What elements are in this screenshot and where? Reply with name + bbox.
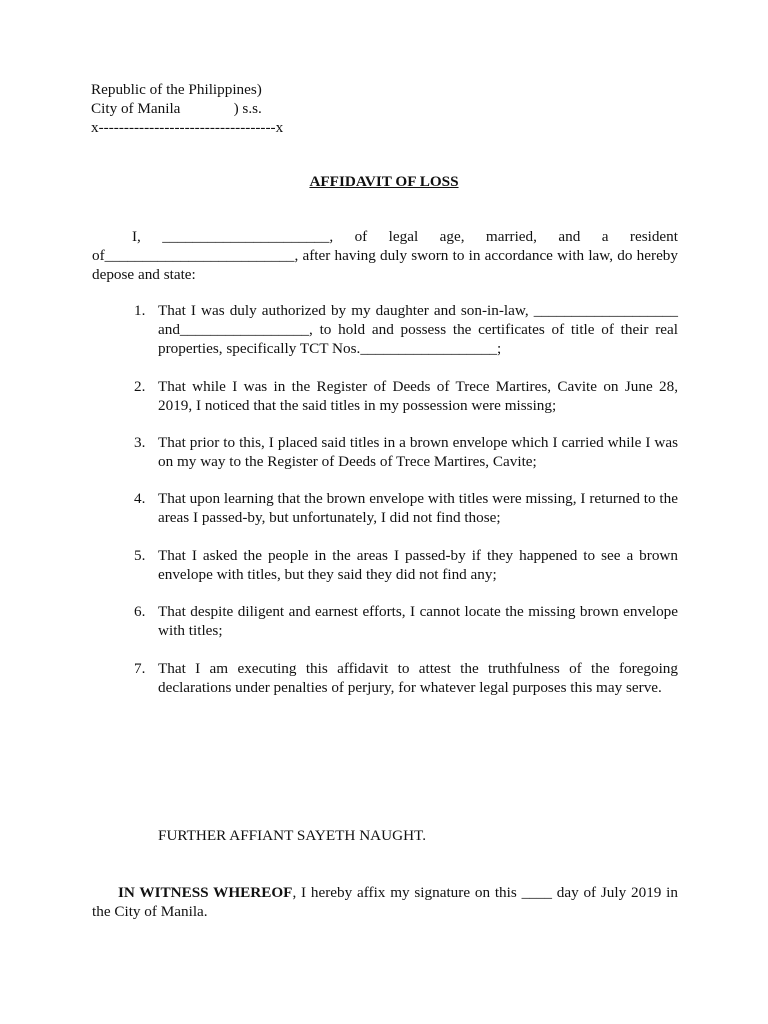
venue-caption <box>91 80 283 137</box>
witness-lead: IN WITNESS WHEREOF <box>118 884 293 901</box>
witness-paragraph <box>92 883 678 921</box>
item-number: 2. <box>134 378 146 395</box>
item-number: 6. <box>134 603 146 620</box>
item-number: 3. <box>134 434 146 451</box>
item-number: 7. <box>134 660 146 677</box>
statement-list <box>92 301 678 697</box>
item-number: 1. <box>134 302 146 319</box>
item-text: That I was duly authorized by my daughter and son-in-law, ___________________ and_________________, to hold and possess the certificates of title of their real properties, specifically TCT Nos.__________________; <box>158 302 678 357</box>
item-text: That prior to this, I placed said titles in a brown envelope which I carried while I was on my way to the Register of Deeds of Trece Martires, Cavite; <box>158 434 678 470</box>
witness-text: , I hereby affix my signature on this ____ day of July 2019 in the City of Manila. <box>92 884 678 920</box>
item-text: That upon learning that the brown envelope with titles were missing, I returned to the areas I passed-by, but unfortunately, I did not find those; <box>158 490 678 526</box>
statement-item-7 <box>92 659 678 697</box>
caption-separator: x-----------------------------------x <box>91 119 284 136</box>
item-text: That despite diligent and earnest efforts, I cannot locate the missing brown envelope with titles; <box>158 603 678 639</box>
item-text: That I am executing this affidavit to attest the truthfulness of the foregoing declarations under penalties of perjury, for whatever legal purposes this may serve. <box>158 660 678 696</box>
item-text: That while I was in the Register of Deeds of Trece Martires, Cavite on June 28, 2019, I noticed that the said titles in my possession were missing; <box>158 378 678 414</box>
statement-item-4 <box>92 489 678 527</box>
item-number: 4. <box>134 490 146 507</box>
intro-paragraph: I, ______________________, of legal age, married, and a resident of_________________________, after having duly sworn to in accordance with law, do hereby depose and state: <box>92 228 678 283</box>
statement-item-3 <box>92 433 678 471</box>
statement-item-5 <box>92 546 678 584</box>
caption-city: City of Manila ) s.s. <box>91 100 262 117</box>
item-text: That I asked the people in the areas I passed-by if they happened to see a brown envelope with titles, but they said they did not find any; <box>158 547 678 583</box>
statement-item-6 <box>92 602 678 640</box>
statement-item-1 <box>92 301 678 358</box>
caption-republic: Republic of the Philippines) <box>91 81 262 98</box>
item-number: 5. <box>134 547 146 564</box>
further-affiant-line: FURTHER AFFIANT SAYETH NAUGHT. <box>158 827 426 844</box>
statement-item-2 <box>92 377 678 415</box>
document-title: AFFIDAVIT OF LOSS <box>309 173 459 190</box>
